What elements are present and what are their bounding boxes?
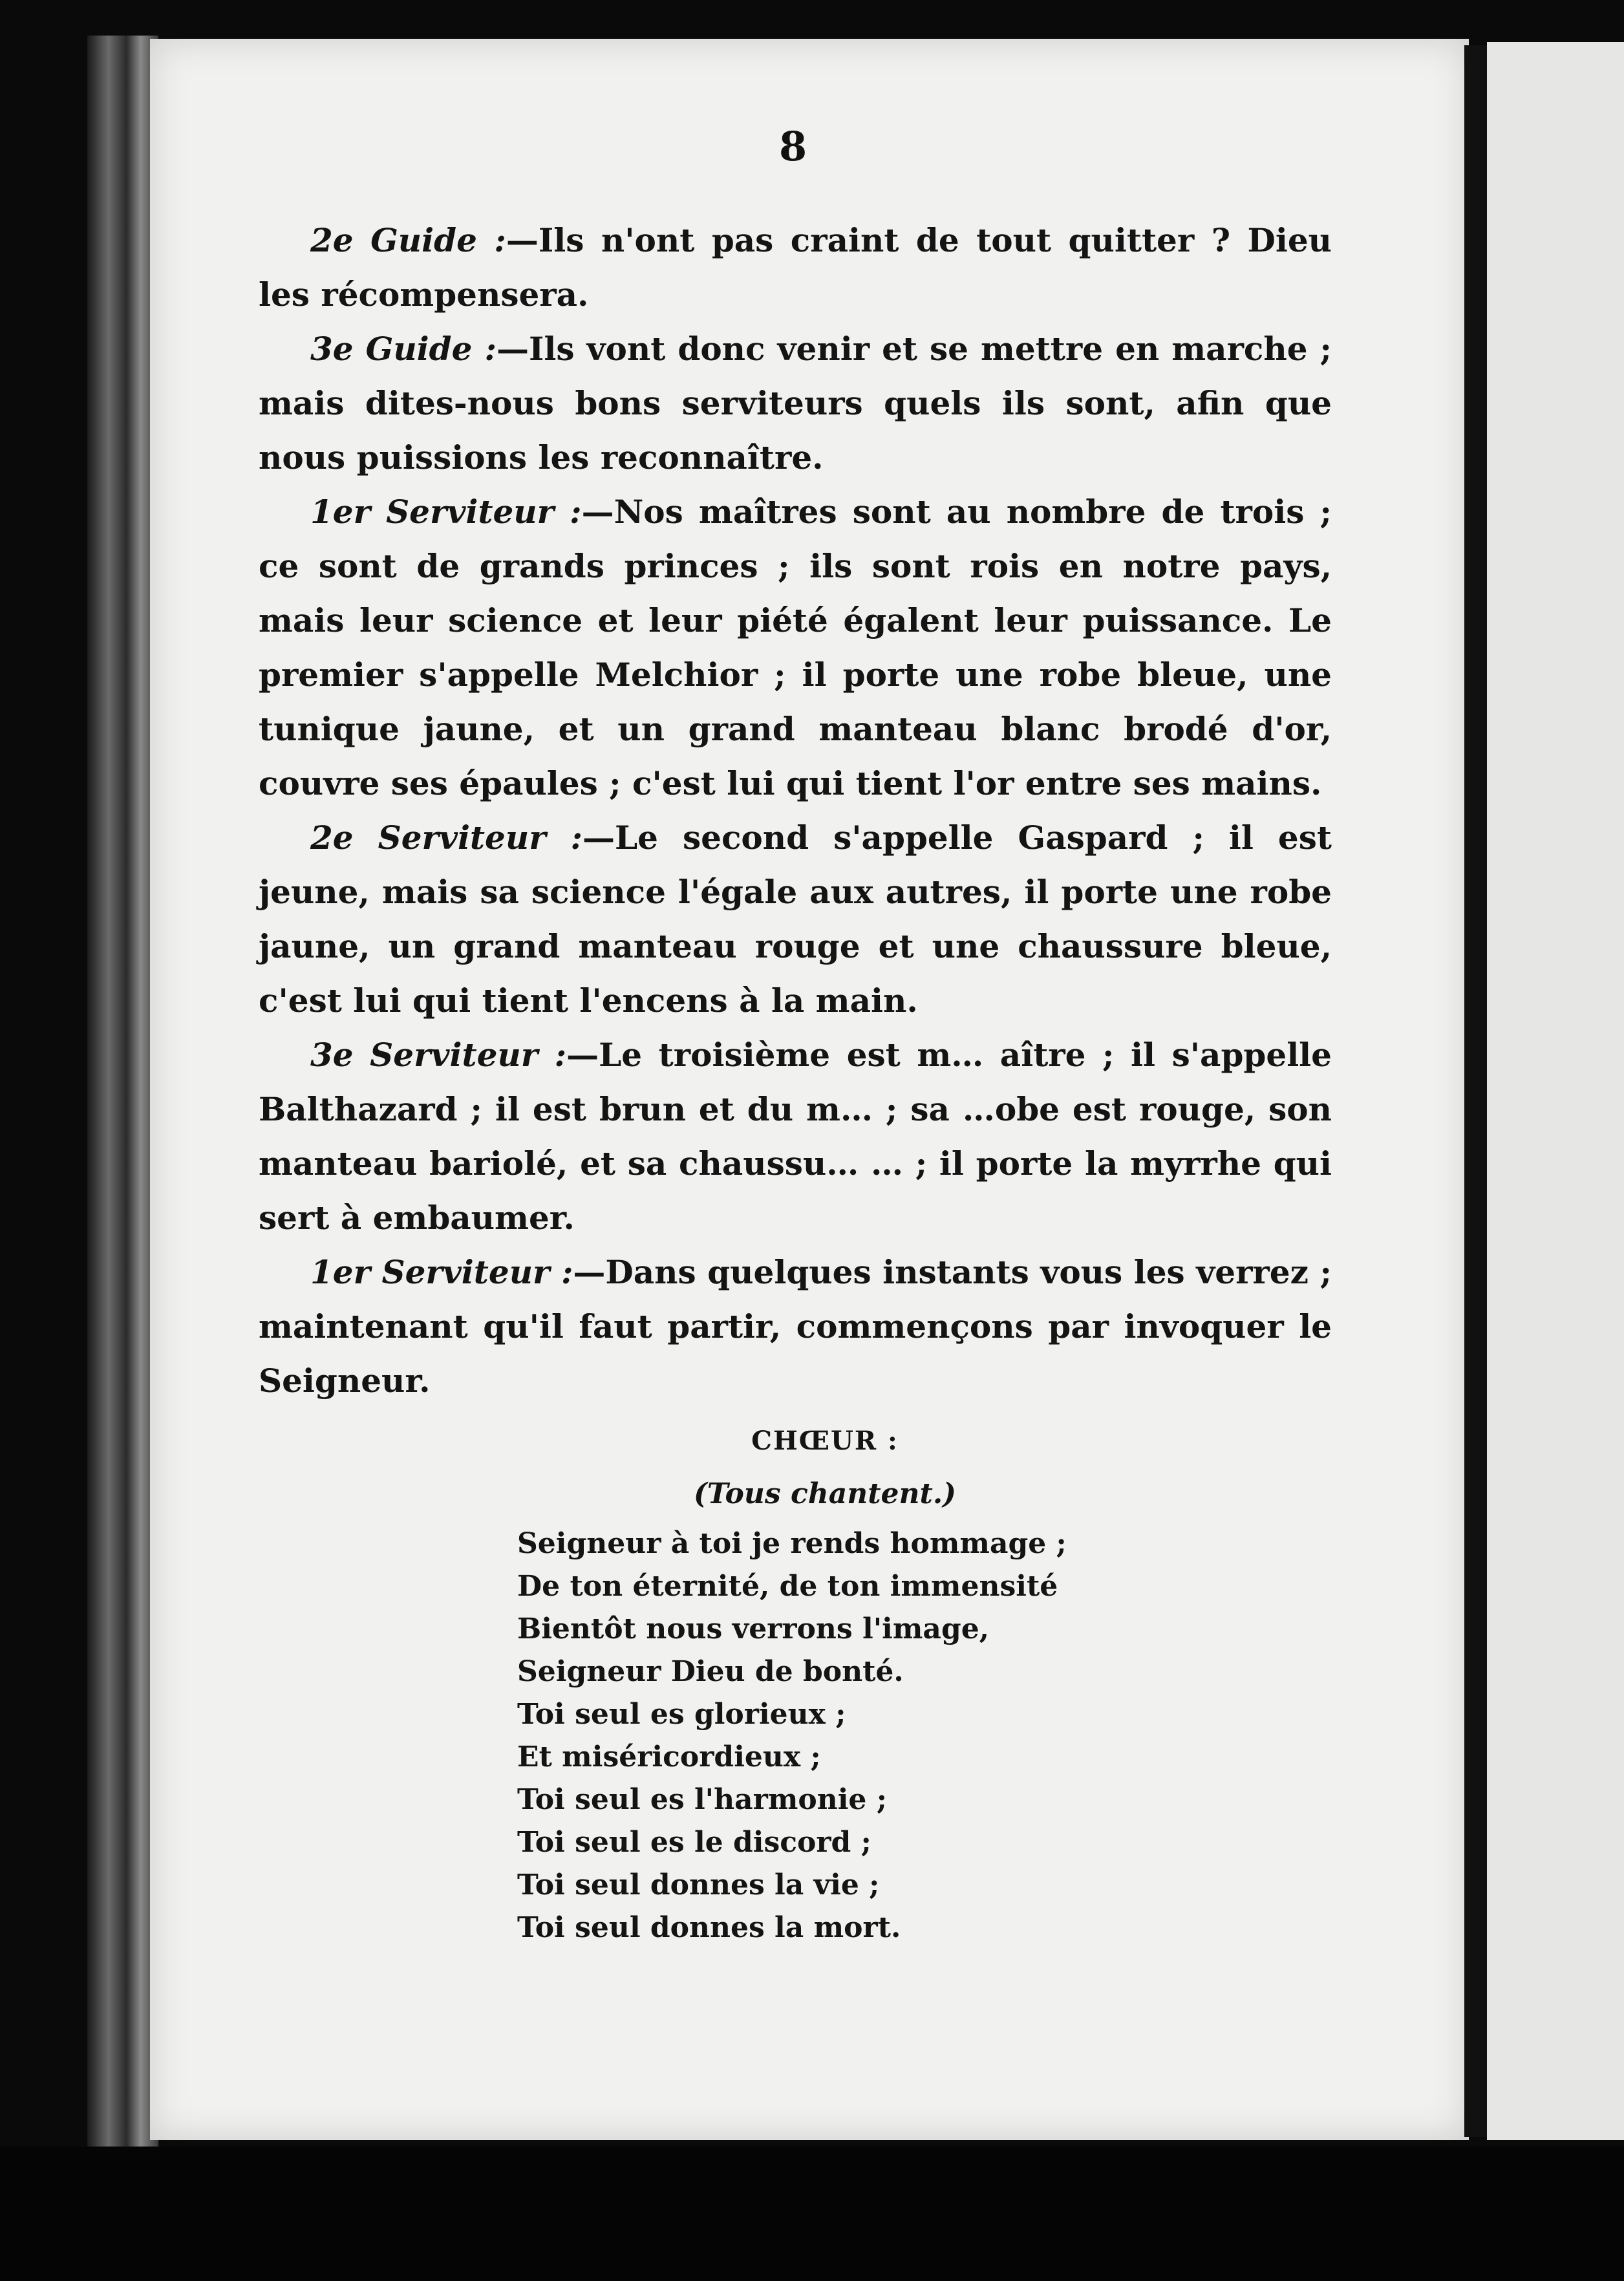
speaker-label: 3e Serviteur : <box>310 1036 567 1074</box>
dialogue-paragraph <box>259 322 1332 485</box>
page-gutter <box>1464 45 1487 2137</box>
dialogue-line: —Le troisième est m… aître ; il s'appelle Balthazard ; il est brun et du m… ; sa …obe est rouge, son manteau bariolé, et sa chaussu… … ; il porte la myrrhe qui sert à embaumer. <box>259 1036 1332 1237</box>
speaker-label: 1er Serviteur : <box>310 1253 573 1291</box>
dialogue-paragraph <box>259 1028 1332 1245</box>
verse-line: Toi seul es l'harmonie ; <box>517 1783 887 1816</box>
dialogue-text <box>259 213 1332 1408</box>
dialogue-line: —Nos maîtres sont au nombre de trois ; ce sont de grands princes ; ils sont rois en notre pays, mais leur science et leur piété égalent leur puissance. Le premier s'appelle Melchior ; il porte une robe bleue, une tunique jaune, et un grand manteau blanc brodé d'or, couvre ses épaules ; c'est lui qui tient l'or entre ses mains. <box>259 493 1332 802</box>
book-spine-edge <box>87 36 158 2147</box>
verse-line: Toi seul donnes la vie ; <box>517 1869 880 1901</box>
verse-line: Toi seul es le discord ; <box>517 1826 871 1859</box>
dialogue-line: —Ils n'ont pas craint de tout quitter ? Dieu les récompensera. <box>259 221 1332 314</box>
speaker-label: 2e Serviteur : <box>310 819 583 857</box>
dialogue-paragraph <box>259 1245 1332 1408</box>
verse-line: Toi seul es glorieux ; <box>517 1698 846 1731</box>
chorus-heading: CHŒUR : <box>751 1426 899 1456</box>
dialogue-paragraph <box>259 485 1332 811</box>
scan-background <box>0 2147 1624 2281</box>
speaker-label: 3e Guide : <box>310 330 497 368</box>
facing-page-edge <box>1487 42 1624 2140</box>
speaker-label: 1er Serviteur : <box>310 493 582 531</box>
verse-line: Seigneur à toi je rends hommage ; <box>517 1527 1067 1560</box>
verse-line: Seigneur Dieu de bonté. <box>517 1655 904 1688</box>
page-number: 8 <box>779 123 807 170</box>
verse-line: Bientôt nous verrons l'image, <box>517 1612 990 1645</box>
verse-line: Et miséricordieux ; <box>517 1740 821 1773</box>
dialogue-line: —Ils vont donc venir et se mettre en marche ; mais dites-nous bons serviteurs quels ils sont, afin que nous puissions les reconnaître. <box>259 330 1332 477</box>
verse-line: Toi seul donnes la mort. <box>517 1911 901 1944</box>
verse-line: De ton éternité, de ton immensité <box>517 1570 1058 1603</box>
dialogue-line: —Dans quelques instants vous les verrez ; maintenant qu'il faut partir, commençons par invoquer le Seigneur. <box>259 1253 1332 1400</box>
dialogue-line: —Le second s'appelle Gaspard ; il est jeune, mais sa science l'égale aux autres, il porte une robe jaune, un grand manteau rouge et une chaussure bleue, c'est lui qui tient l'encens à la main. <box>259 819 1332 1020</box>
chorus-verse <box>517 1523 1164 1949</box>
dialogue-paragraph <box>259 213 1332 322</box>
chorus-stage-direction: (Tous chantent.) <box>694 1477 956 1510</box>
dialogue-paragraph <box>259 811 1332 1028</box>
speaker-label: 2e Guide : <box>310 221 506 259</box>
